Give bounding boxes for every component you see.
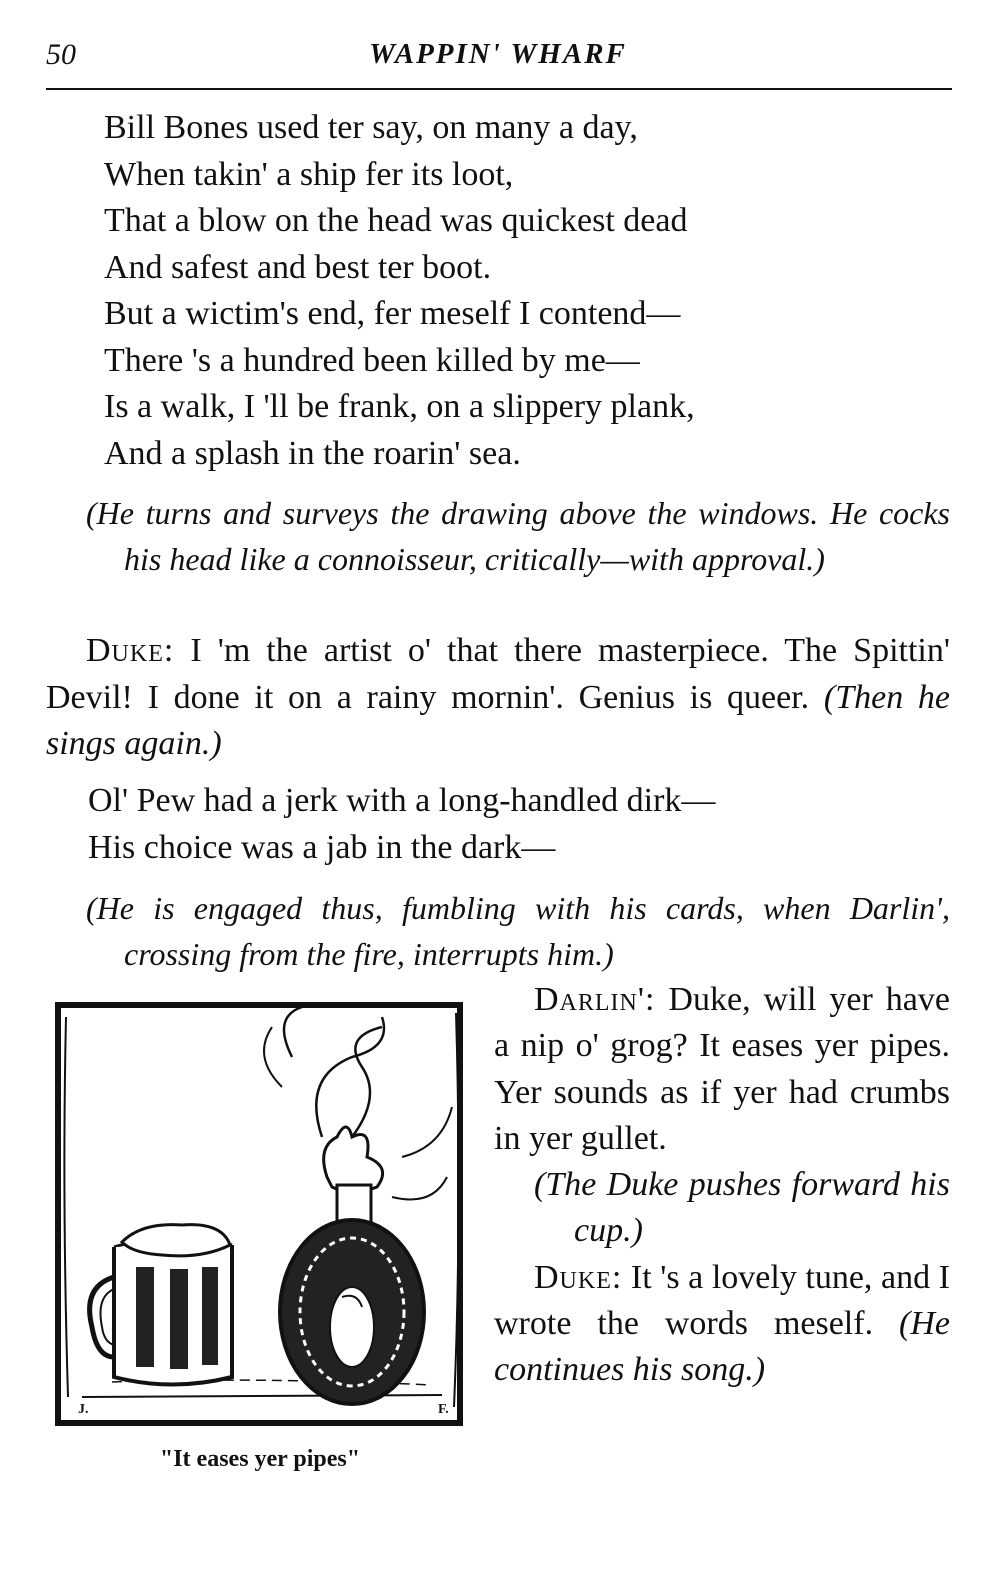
- verse-line: But a wictim's end, fer meself I contend—: [104, 295, 681, 332]
- verse-line: Ol' Pew had a jerk with a long-handled dirk—: [88, 782, 716, 819]
- speech-text: Duke, will yer have a nip o' grog? It eases yer pipes. Yer sounds as if yer had crumbs in yer gullet.: [494, 981, 950, 1157]
- speech-text: I 'm the artist o' that there masterpiece. The Spittin' Devil! I done it on a rainy mornin'. Genius is queer.: [46, 632, 950, 716]
- grog-jug-illustration: [52, 997, 468, 1429]
- page-header: [46, 30, 950, 90]
- header-rule: [46, 88, 952, 90]
- verse-line: Is a walk, I 'll be frank, on a slippery plank,: [104, 388, 695, 425]
- inline-direction: (Then he sings again.): [46, 678, 950, 762]
- page-number: 50: [46, 38, 76, 71]
- verse-line: And a splash in the roarin' sea.: [104, 434, 521, 472]
- speech-duke-2: [494, 1255, 950, 1394]
- verse-stanza-2: [88, 778, 715, 871]
- speech-darlin: [494, 977, 950, 1162]
- signature-left: J.: [78, 1402, 89, 1417]
- stage-direction-1: (He turns and surveys the drawing above the windows. He cocks his head like a connoisseur, critically—with approval.): [86, 495, 950, 577]
- verse-line: Bill Bones used ter say, on many a day,: [104, 109, 638, 146]
- stage-direction-3: (The Duke pushes forward his cup.): [534, 1166, 950, 1250]
- speaker-name: Duke:: [534, 1258, 623, 1296]
- right-column: [494, 977, 950, 1394]
- speech-duke-1: [46, 628, 950, 768]
- verse-stanza-1: [104, 105, 695, 477]
- signature-right: F.: [438, 1402, 449, 1417]
- verse-line: There 's a hundred been killed by me—: [104, 341, 640, 379]
- speaker-name: Duke:: [86, 632, 175, 669]
- stage-direction-2: (He is engaged thus, fumbling with his cards, when Darlin', crossing from the fire, interrupts him.): [86, 890, 950, 972]
- speech-text: It 's a lovely tune, and I wrote the words meself.: [494, 1258, 950, 1343]
- running-title: WAPPIN' WHARF: [369, 38, 627, 70]
- verse-line: When takin' a ship fer its loot,: [104, 155, 514, 193]
- verse-line: And safest and best ter boot.: [104, 248, 492, 286]
- illustration-caption: "It eases yer pipes": [159, 1446, 361, 1472]
- verse-line: That a blow on the head was quickest dead: [104, 202, 688, 239]
- verse-line: His choice was a jab in the dark—: [88, 828, 556, 866]
- inline-direction: (He continues his song.): [494, 1305, 950, 1389]
- speaker-name: Darlin':: [534, 981, 656, 1018]
